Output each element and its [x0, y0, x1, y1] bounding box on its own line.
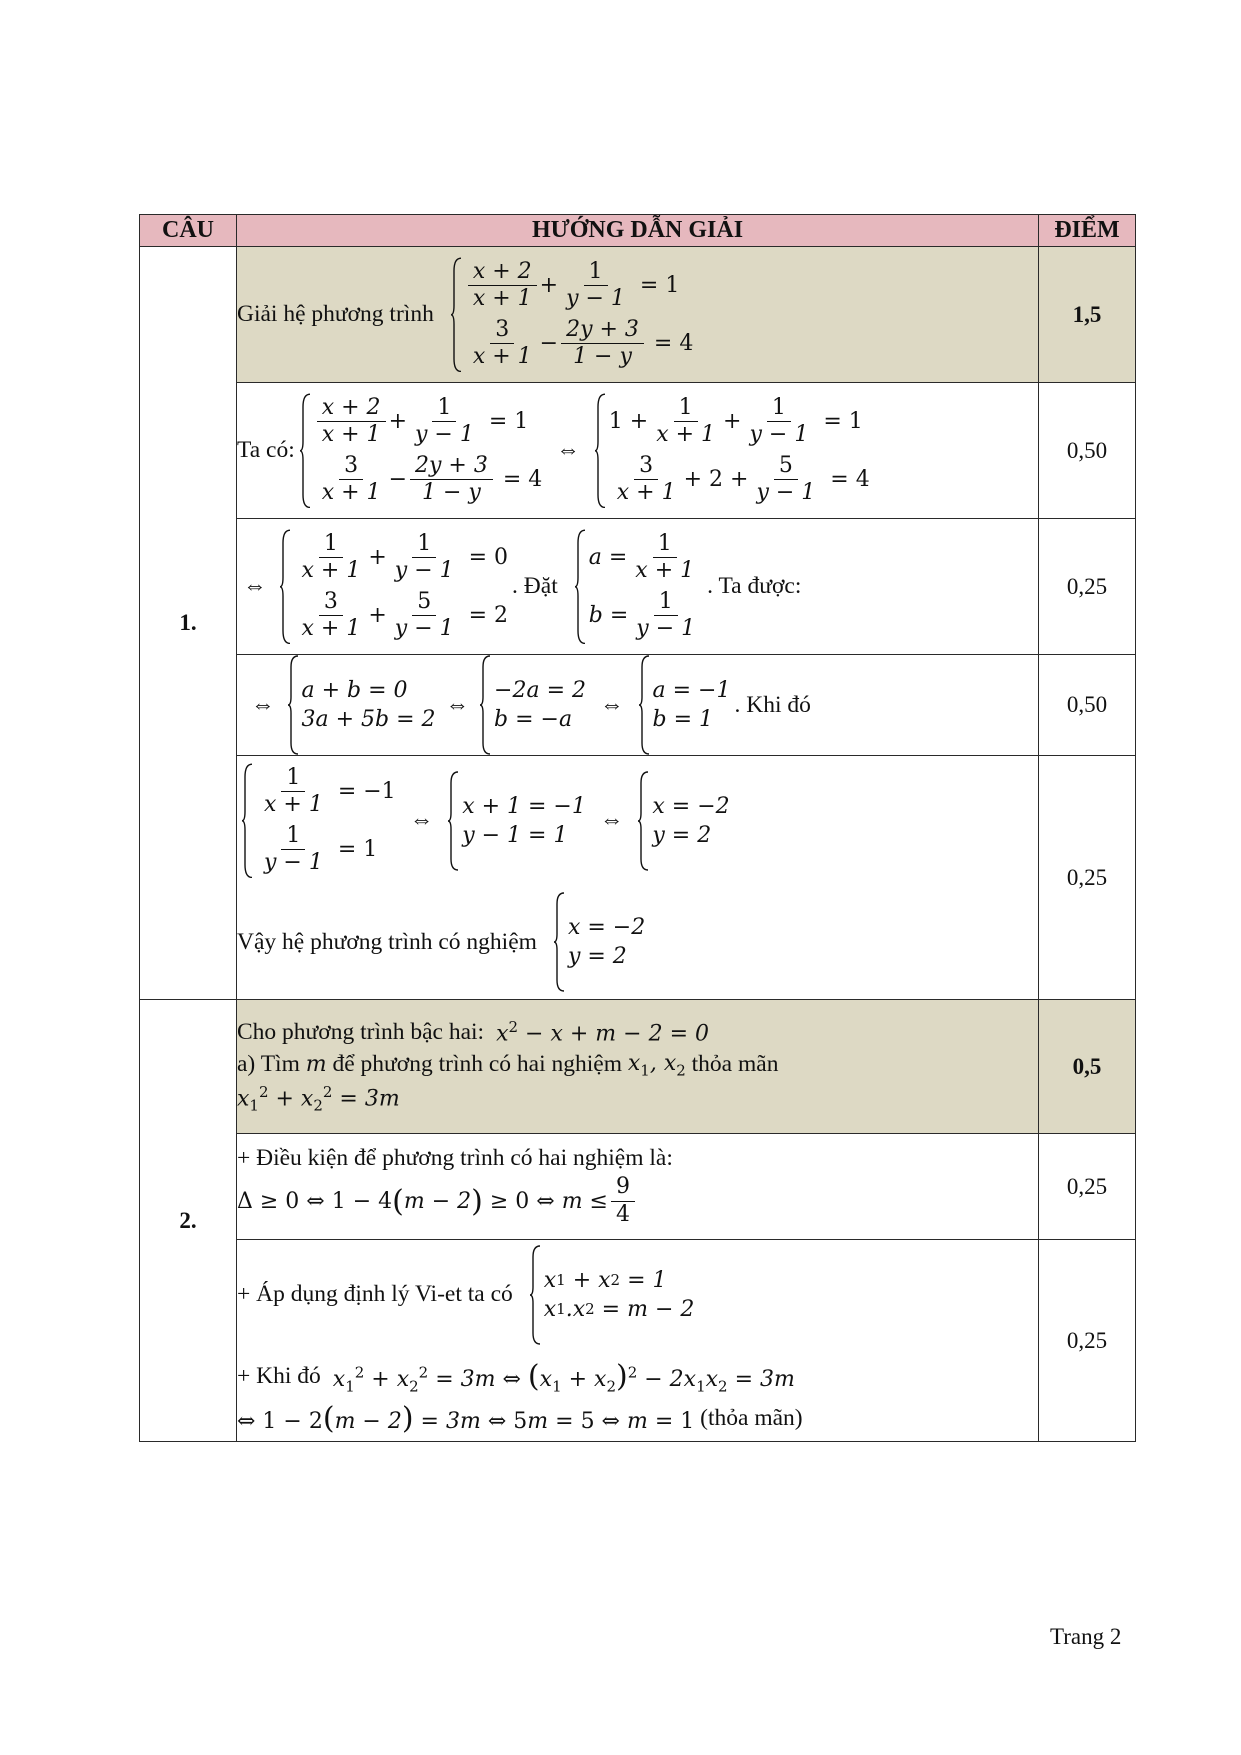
page-number: Trang 2	[1050, 1624, 1122, 1649]
brace-icon	[637, 771, 649, 871]
equation-system: −2a = 2 b = −a	[479, 655, 586, 755]
equation-system: $\frac{1}{x + 1}$ + $\frac{1}{y - 1}$ = 0 $\frac{3}{x + 1}$ + $\frac{5}{y - 1}$ = 2	[279, 529, 509, 645]
equation-system: $\frac{1}{x + 1}$ = −1 $\frac{1}{y - 1}$ = 1	[241, 763, 396, 879]
q1-step4-vay: Vậy hệ phương trình có nghiệm	[237, 928, 537, 955]
q1-step3-points: 0,50	[1039, 655, 1136, 756]
q2-step1-points: 0,25	[1039, 1134, 1136, 1240]
brace-icon	[638, 655, 650, 755]
brace-icon	[479, 655, 491, 755]
q1-step1-label: Ta có:	[237, 437, 295, 463]
q2-step1-label: + Điều kiện để phương trình có hai nghiệm là:	[237, 1145, 673, 1172]
q1-step2-row	[140, 519, 1136, 655]
q2-step2-points: 0,25	[1039, 1240, 1136, 1442]
q1-intro-text: Giải hệ phương trình	[237, 301, 434, 327]
q1-step1-row	[140, 383, 1136, 519]
grading-table	[139, 214, 1136, 1442]
q2-intro-line2a: a) Tìm	[237, 1051, 300, 1078]
q1-number: 1.	[140, 247, 237, 1000]
brace-icon	[529, 1245, 541, 1345]
q1-intro	[237, 247, 1039, 383]
q1-intro-points: 1,5	[1039, 247, 1136, 383]
brace-icon	[299, 393, 311, 509]
q1-step1-points: 0,50	[1039, 383, 1136, 519]
q1-step4: $\frac{1}{x + 1}$ = −1 $\frac{1}{y - 1}$ = 1 ⇔ x + 1 = −1 y − 1 = 1 ⇔ x = −2 y = 2 Vậy hệ phương trình có nghiệm x = −2 y = 2	[237, 756, 1039, 1000]
brace-icon	[241, 763, 253, 879]
q2-intro-line1: Cho phương trình bậc hai:	[237, 1018, 485, 1045]
brace-icon	[287, 655, 299, 755]
brace-icon	[447, 771, 459, 871]
solution-system: x = −2 y = 2	[553, 892, 645, 992]
brace-icon	[450, 257, 462, 373]
q1-step2-points: 0,25	[1039, 519, 1136, 655]
q2-step2-thoaman: (thỏa mãn)	[700, 1405, 803, 1432]
header-diem: ĐIỂM	[1039, 215, 1136, 247]
header-cau: CÂU	[140, 215, 237, 247]
equation-system: x = −2 y = 2	[637, 771, 729, 871]
brace-icon	[279, 529, 291, 645]
header-huong-dan: HƯỚNG DẪN GIẢI	[237, 215, 1039, 247]
q1-step2-taduoc: . Ta được:	[707, 573, 802, 599]
q2-step2: + Áp dụng định lý Vi-et ta có x 1 + x 2 = 1 x 1 .x 2 = m − 2 + Khi đó $x_1^2 + x_2^2 = 3m$ ⇔ $(x_1 + x_2)^2 - 2x_1x_2 = 3m$ ⇔ 1 − 2(m − 2) = 3m ⇔ 5m = 5 ⇔ m = 1 (thỏa mãn)	[237, 1240, 1039, 1442]
equation-system: a = −1 b = 1	[638, 655, 731, 755]
q2-intro-line2c: thỏa mãn	[691, 1051, 779, 1078]
q1-step1: Ta có: $\frac{x + 2}{x + 1}$ + $\frac{1}{y - 1}$ = 1 $\frac{3}{x + 1}$ − $\frac{2y + 3}{1 - y}$ = 4 ⇔ 1 + $\frac{1}{x + 1}$ + $\frac{1}{y - 1}$ = 1 $\frac{3}{x + 1}$ + 2 + $\frac{5}{y - 1}$ = 4	[237, 383, 1039, 519]
brace-icon	[553, 892, 565, 992]
q1-intro-row	[140, 247, 1136, 383]
q2-step2-label: + Áp dụng định lý Vi-et ta có	[237, 1281, 513, 1308]
q1-step3-khido: . Khi đó	[734, 691, 811, 718]
q1-step4-row	[140, 756, 1136, 1000]
q2-intro-line2b: để phương trình có hai nghiệm	[332, 1051, 622, 1078]
equation-system: x + 1 = −1 y − 1 = 1	[447, 771, 586, 871]
equation-system: 1 + $\frac{1}{x + 1}$ + $\frac{1}{y - 1}$ = 1 $\frac{3}{x + 1}$ + 2 + $\frac{5}{y - 1}$ = 4	[594, 393, 870, 509]
q2-step2-row	[140, 1240, 1136, 1442]
q1-step3: ⇔ a + b = 0 3a + 5b = 2 ⇔ −2a = 2 b = −a ⇔ a = −1 b = 1 . Khi đó	[237, 655, 1039, 756]
q2-intro-points: 0,5	[1039, 1000, 1136, 1134]
brace-icon	[594, 393, 606, 509]
equation-system: $\frac{x + 2}{x + 1}$ + $\frac{1}{y - 1}$ = 1 $\frac{3}{x + 1}$ − $\frac{2y + 3}{1 - y}$ = 4	[450, 257, 694, 373]
q2-intro-row	[140, 1000, 1136, 1134]
q1-step4-points: 0,25	[1039, 756, 1136, 1000]
q2-step1: + Điều kiện để phương trình có hai nghiệm là: Δ ≥ 0 ⇔ 1 − 4 ( m − 2 ) ≥ 0 ⇔ m ≤ $\frac{9}{4}$	[237, 1134, 1039, 1240]
q2-intro: Cho phương trình bậc hai: $x^2 - x + m - 2 = 0$ a) Tìm m để phương trình có hai nghiệm $x_1$, $x_2$ thỏa mãn $x_1^2 + x_2^2 = 3m$	[237, 1000, 1039, 1134]
q2-step1-row	[140, 1134, 1136, 1240]
q2-number: 2.	[140, 1000, 237, 1442]
substitution-system: a = $\frac{1}{x + 1}$ b = $\frac{1}{y - 1}$	[574, 529, 703, 645]
equation-system: a + b = 0 3a + 5b = 2	[287, 655, 436, 755]
q1-step3-row	[140, 655, 1136, 756]
equation-system: $\frac{x + 2}{x + 1}$ + $\frac{1}{y - 1}$ = 1 $\frac{3}{x + 1}$ − $\frac{2y + 3}{1 - y}$ = 4	[299, 393, 543, 509]
q1-step2-dat: . Đặt	[512, 573, 558, 599]
viet-system: x 1 + x 2 = 1 x 1 .x 2 = m − 2	[529, 1245, 695, 1345]
q1-step2: ⇔ $\frac{1}{x + 1}$ + $\frac{1}{y - 1}$ = 0 $\frac{3}{x + 1}$ + $\frac{5}{y - 1}$ = 2 . Đặt a = $\frac{1}{x + 1}$ b = $\frac{1}{y - 1}$ . Ta được:	[237, 519, 1039, 655]
q2-step2-khido: + Khi đó	[237, 1363, 321, 1390]
brace-icon	[574, 529, 586, 645]
table-header-row	[140, 215, 1136, 247]
